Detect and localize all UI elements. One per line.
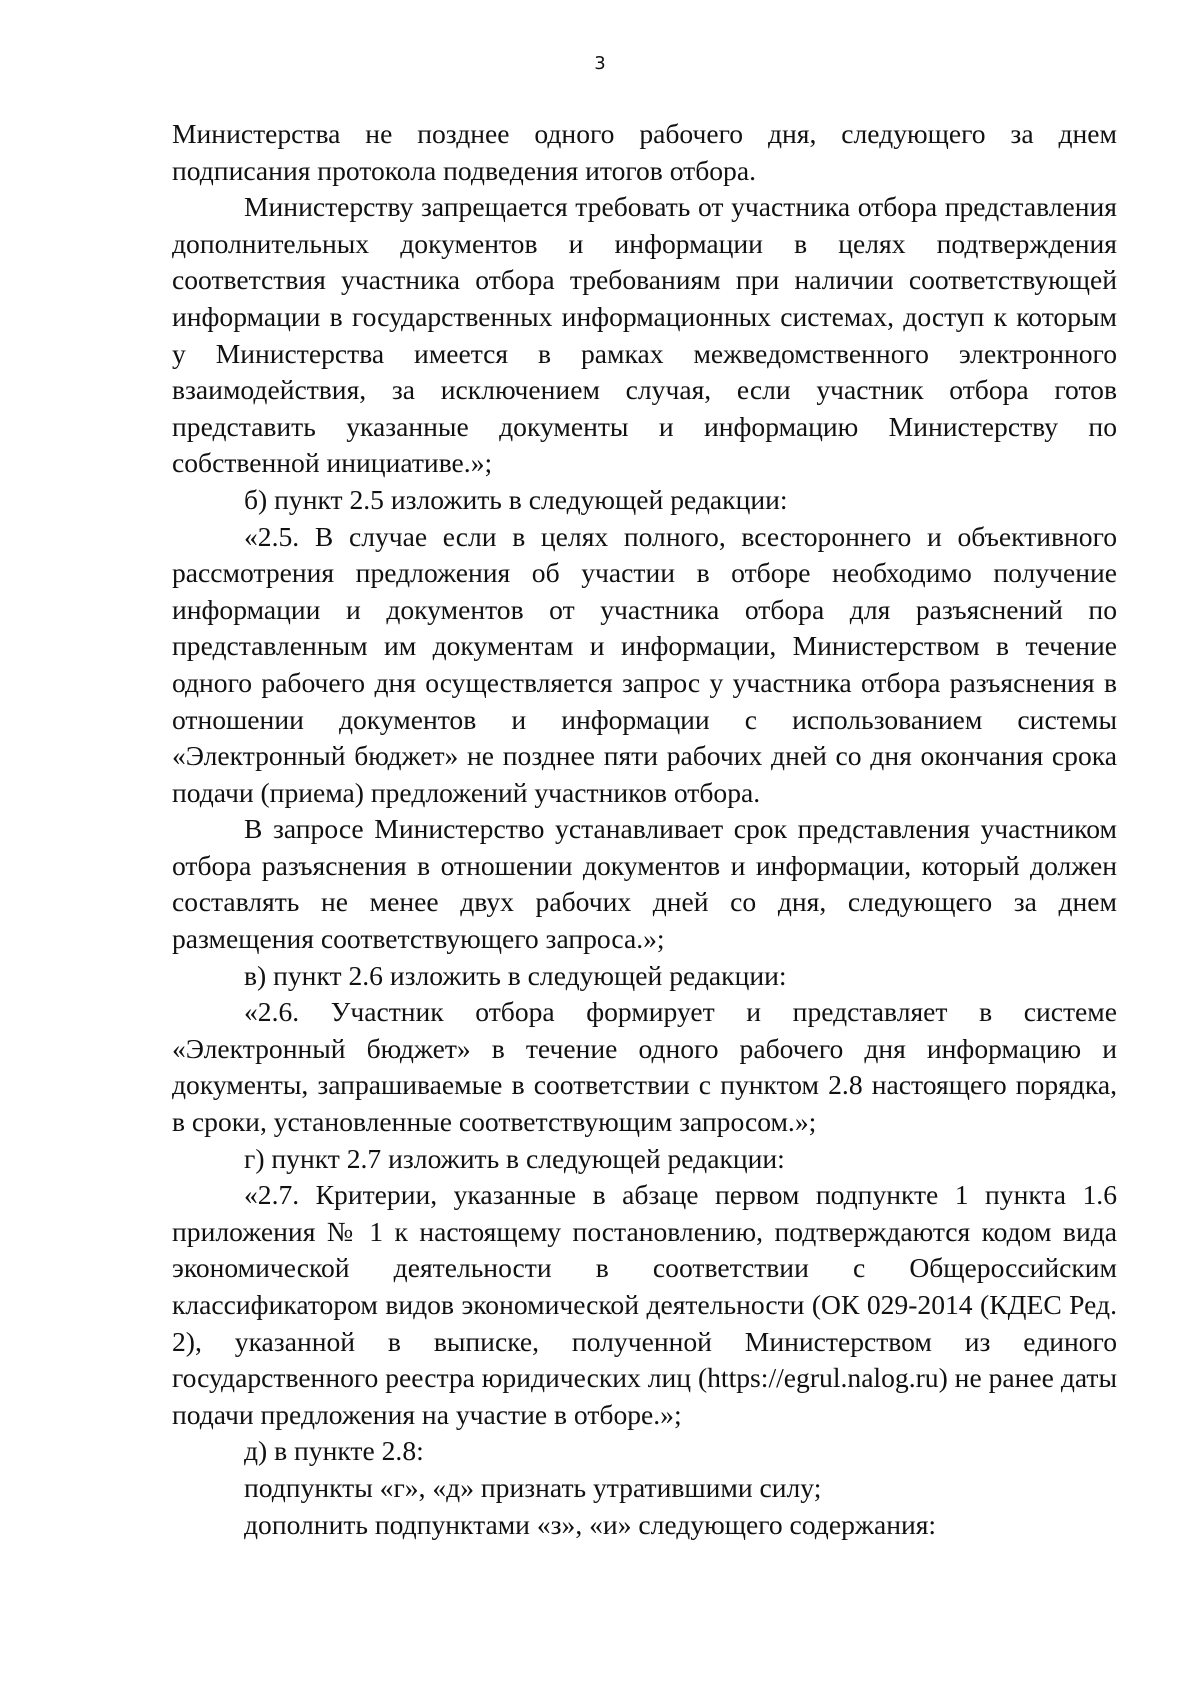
paragraph-subitems-repealed: подпункты «г», «д» признать утратившими силу; (244, 1471, 822, 1503)
paragraph-subitems-added: дополнить подпунктами «з», «и» следующего содержания: (244, 1508, 937, 1540)
paragraph-clause-2-7: «2.7. Критерии, указанные в абзаце первом подпункте 1 пункта 1.6 приложения № 1 к настоящему постановлению, подтверждаются кодом вида экономической деятельности в соответствии с Общероссийским классификатором видов экономической деятельности (ОК 029-2014 (КДЕС Ред. 2), указанной в выписке, полученной Министерством из единого государственного реестра юридических лиц (https://egrul.nalog.ru) не ранее даты подачи предложения на участие в отборе.»; (172, 1179, 1117, 1430)
paragraph-item-d: д) в пункте 2.8: (244, 1435, 424, 1467)
page-number: 3 (594, 53, 606, 74)
paragraph-continuation: Министерства не позднее одного рабочего дня, следующего за днем подписания протокола подведения итогов отбора. (172, 118, 1117, 186)
paragraph-item-b: б) пункт 2.5 изложить в следующей редакции: (244, 483, 788, 515)
paragraph-request-deadline: В запросе Министерство устанавливает срок представления участником отбора разъяснения в отношении документов и информации, который должен составлять не менее двух рабочих дней со дня, следующего за днем размещения соответствующего запроса.»; (172, 813, 1117, 955)
paragraph-ministry-restriction: Министерству запрещается требовать от участника отбора представления дополнительных документов и информации в целях подтверждения соответствия участника отбора требованиям при наличии соответствующей информации в государственных информационных системах, доступ к которым у Министерства имеется в рамках межведомственного электронного взаимодействия, за исключением случая, если участник отбора готов представить указанные документы и информацию Министерству по собственной инициативе.»; (172, 191, 1117, 479)
paragraph-item-g: г) пункт 2.7 изложить в следующей редакции: (244, 1142, 785, 1174)
paragraph-clause-2-5: «2.5. В случае если в целях полного, всестороннего и объективного рассмотрения предложения об участии в отборе необходимо получение информации и документов от участника отбора для разъяснений по представленным им документам и информации, Министерством в течение одного рабочего дня осуществляется запрос у участника отбора разъяснения в отношении документов и информации с использованием системы «Электронный бюджет» не позднее пяти рабочих дней со дня окончания срока подачи (приема) предложений участников отбора. (172, 520, 1117, 808)
document-body (172, 116, 1117, 1543)
paragraph-clause-2-6: «2.6. Участник отбора формирует и представляет в системе «Электронный бюджет» в течение одного рабочего дня информацию и документы, запрашиваемые в соответствии с пунктом 2.8 настоящего порядка, в сроки, установленные соответствующим запросом.»; (172, 996, 1117, 1138)
paragraph-item-v: в) пункт 2.6 изложить в следующей редакции: (244, 959, 787, 991)
